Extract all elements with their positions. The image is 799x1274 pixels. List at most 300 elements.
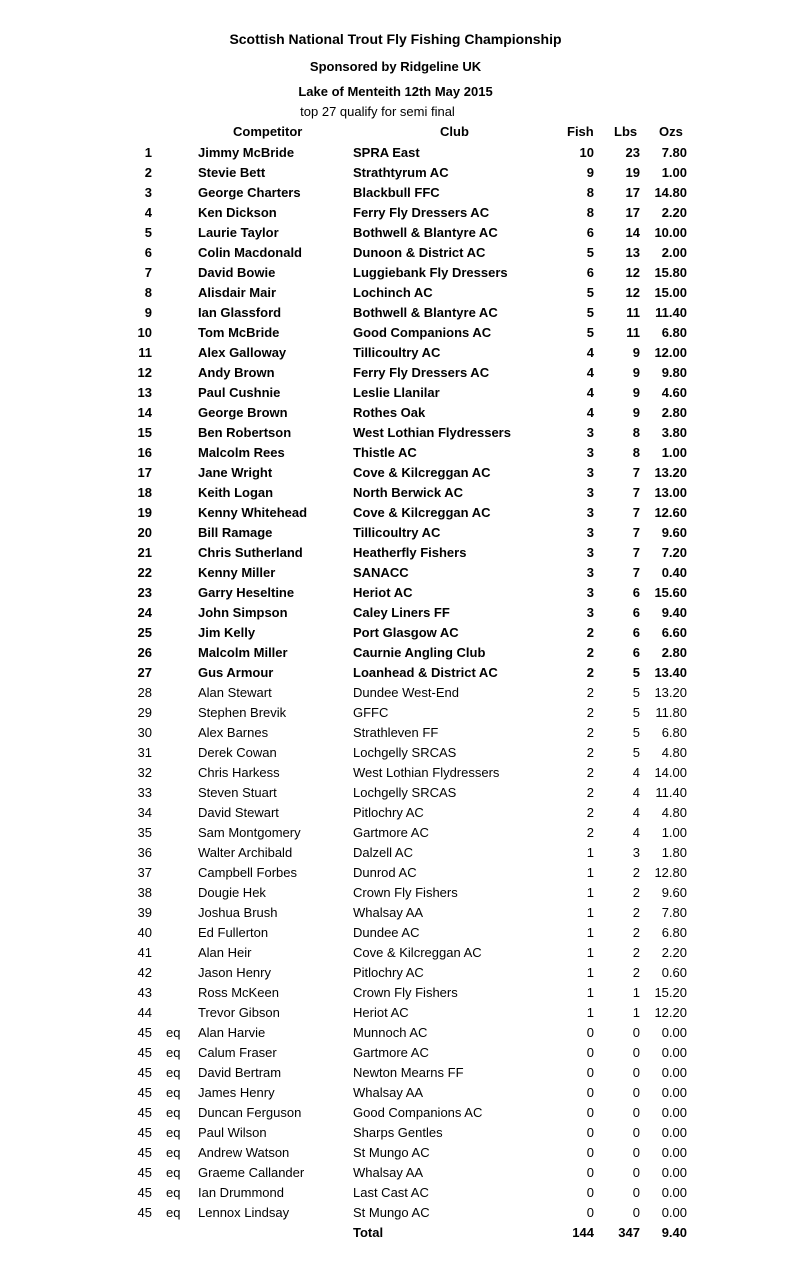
competitor-cell: Alan Stewart	[198, 685, 272, 700]
competitor-cell: Alan Harvie	[198, 1025, 266, 1040]
competitor-cell: Graeme Callander	[198, 1165, 305, 1180]
club-cell: Gartmore AC	[353, 825, 429, 840]
competitor-cell: Garry Heseltine	[198, 585, 295, 600]
ozs-cell: 2.80	[661, 405, 687, 420]
club-cell: Caley Liners FF	[353, 605, 450, 620]
rank-cell: 3	[144, 185, 152, 200]
lbs-cell: 12	[625, 265, 640, 280]
rank-cell: 45	[137, 1045, 152, 1060]
rank-cell: 37	[137, 865, 152, 880]
club-cell: GFFC	[353, 705, 389, 720]
competitor-cell: Alan Heir	[198, 945, 252, 960]
lbs-cell: 7	[632, 485, 640, 500]
fish-cell: 5	[586, 285, 594, 300]
fish-cell: 2	[586, 705, 594, 720]
eq-cell: eq	[166, 1105, 181, 1120]
rank-cell: 1	[144, 145, 152, 160]
lbs-cell: 9	[632, 345, 640, 360]
rank-cell: 32	[137, 765, 152, 780]
competitor-cell: Dougie Hek	[198, 885, 266, 900]
ozs-cell: 10.00	[654, 225, 687, 240]
lbs-cell: 17	[625, 185, 640, 200]
ozs-cell: 0.00	[661, 1165, 687, 1180]
fish-cell: 4	[586, 405, 594, 420]
ozs-cell: 6.80	[661, 325, 687, 340]
competitor-cell: Tom McBride	[198, 325, 280, 340]
club-cell: Heriot AC	[353, 1005, 409, 1020]
lbs-cell: 8	[632, 425, 640, 440]
total-row	[0, 1224, 799, 1244]
lbs-cell: 0	[632, 1045, 640, 1060]
total-lbs: 347	[618, 1225, 640, 1240]
ozs-cell: 0.00	[661, 1125, 687, 1140]
lbs-cell: 2	[632, 865, 640, 880]
ozs-cell: 0.00	[661, 1085, 687, 1100]
rank-cell: 12	[137, 365, 152, 380]
rank-cell: 16	[137, 445, 152, 460]
competitor-cell: David Stewart	[198, 805, 279, 820]
ozs-cell: 15.20	[654, 985, 687, 1000]
rank-cell: 18	[137, 485, 152, 500]
fish-cell: 5	[586, 325, 594, 340]
lbs-cell: 2	[632, 945, 640, 960]
lbs-cell: 0	[632, 1145, 640, 1160]
rank-cell: 42	[137, 965, 152, 980]
fish-cell: 2	[586, 825, 594, 840]
results-table	[0, 144, 799, 1224]
table-row	[0, 904, 799, 924]
fish-cell: 0	[586, 1105, 594, 1120]
club-cell: Lochgelly SRCAS	[353, 785, 457, 800]
header-club: Club	[440, 124, 469, 139]
lbs-cell: 12	[625, 285, 640, 300]
rank-cell: 7	[144, 265, 152, 280]
rank-cell: 33	[137, 785, 152, 800]
ozs-cell: 15.80	[654, 265, 687, 280]
table-row	[0, 724, 799, 744]
table-row	[0, 684, 799, 704]
rank-cell: 31	[137, 745, 152, 760]
fish-cell: 1	[586, 985, 594, 1000]
ozs-cell: 0.00	[661, 1065, 687, 1080]
table-row	[0, 604, 799, 624]
club-cell: Whalsay AA	[353, 1085, 424, 1100]
fish-cell: 3	[586, 545, 594, 560]
club-cell: Ferry Fly Dressers AC	[353, 365, 490, 380]
ozs-cell: 0.00	[661, 1185, 687, 1200]
competitor-cell: George Brown	[198, 405, 288, 420]
club-cell: Ferry Fly Dressers AC	[353, 205, 490, 220]
fish-cell: 1	[586, 945, 594, 960]
table-row	[0, 224, 799, 244]
rank-cell: 6	[144, 245, 152, 260]
club-cell: Heriot AC	[353, 585, 413, 600]
ozs-cell: 1.00	[661, 445, 687, 460]
table-row	[0, 184, 799, 204]
fish-cell: 1	[586, 1005, 594, 1020]
lbs-cell: 0	[632, 1125, 640, 1140]
rank-cell: 41	[137, 945, 152, 960]
fish-cell: 1	[586, 905, 594, 920]
club-cell: Blackbull FFC	[353, 185, 440, 200]
rank-cell: 24	[137, 605, 152, 620]
club-cell: Thistle AC	[353, 445, 417, 460]
eq-cell: eq	[166, 1065, 181, 1080]
competitor-cell: Bill Ramage	[198, 525, 273, 540]
rank-cell: 43	[137, 985, 152, 1000]
lbs-cell: 3	[632, 845, 640, 860]
lbs-cell: 1	[632, 985, 640, 1000]
rank-cell: 19	[137, 505, 152, 520]
lbs-cell: 4	[632, 785, 640, 800]
rank-cell: 9	[144, 305, 152, 320]
lbs-cell: 7	[632, 525, 640, 540]
qualify-note: top 27 qualify for semi final	[300, 104, 455, 119]
competitor-cell: Alex Barnes	[198, 725, 269, 740]
club-cell: Pitlochry AC	[353, 805, 424, 820]
lbs-cell: 14	[625, 225, 640, 240]
competitor-cell: Ian Drummond	[198, 1185, 284, 1200]
lbs-cell: 13	[625, 245, 640, 260]
table-row	[0, 1004, 799, 1024]
competitor-cell: David Bowie	[198, 265, 276, 280]
table-row	[0, 444, 799, 464]
club-cell: SANACC	[353, 565, 409, 580]
total-ozs: 9.40	[661, 1225, 687, 1240]
fish-cell: 5	[586, 245, 594, 260]
club-cell: Rothes Oak	[353, 405, 426, 420]
total-label: Total	[353, 1225, 384, 1240]
ozs-cell: 13.00	[654, 485, 687, 500]
table-row	[0, 1124, 799, 1144]
competitor-cell: Kenny Whitehead	[198, 505, 308, 520]
lbs-cell: 9	[632, 365, 640, 380]
ozs-cell: 4.60	[661, 385, 687, 400]
table-row	[0, 344, 799, 364]
lbs-cell: 2	[632, 905, 640, 920]
ozs-cell: 12.00	[654, 345, 687, 360]
club-cell: Bothwell & Blantyre AC	[353, 305, 498, 320]
ozs-cell: 6.80	[661, 725, 687, 740]
fish-cell: 0	[586, 1205, 594, 1220]
fish-cell: 6	[586, 225, 594, 240]
ozs-cell: 2.20	[661, 205, 687, 220]
table-row	[0, 464, 799, 484]
competitor-cell: Walter Archibald	[198, 845, 293, 860]
fish-cell: 6	[586, 265, 594, 280]
rank-cell: 5	[144, 225, 152, 240]
ozs-cell: 2.20	[661, 945, 687, 960]
rank-cell: 44	[137, 1005, 152, 1020]
rank-cell: 10	[137, 325, 152, 340]
ozs-cell: 11.80	[655, 705, 687, 720]
club-cell: Leslie Llanilar	[353, 385, 440, 400]
table-row	[0, 384, 799, 404]
ozs-cell: 12.60	[654, 505, 687, 520]
competitor-cell: Sam Montgomery	[198, 825, 301, 840]
competitor-cell: Ben Robertson	[198, 425, 292, 440]
club-cell: Bothwell & Blantyre AC	[353, 225, 498, 240]
ozs-cell: 7.80	[661, 145, 687, 160]
fish-cell: 2	[586, 785, 594, 800]
eq-cell: eq	[166, 1085, 181, 1100]
lbs-cell: 5	[632, 705, 640, 720]
fish-cell: 1	[586, 845, 594, 860]
fish-cell: 0	[586, 1185, 594, 1200]
club-cell: Luggiebank Fly Dressers	[353, 265, 508, 280]
table-row	[0, 824, 799, 844]
ozs-cell: 15.00	[654, 285, 687, 300]
ozs-cell: 1.80	[661, 845, 687, 860]
fish-cell: 1	[586, 925, 594, 940]
club-cell: Good Companions AC	[353, 325, 492, 340]
club-cell: Last Cast AC	[353, 1185, 429, 1200]
lbs-cell: 11	[626, 325, 640, 340]
sponsor-line: Sponsored by Ridgeline UK	[309, 59, 482, 74]
fish-cell: 2	[586, 765, 594, 780]
header-fish: Fish	[567, 124, 594, 139]
table-row	[0, 1164, 799, 1184]
table-row	[0, 1144, 799, 1164]
lbs-cell: 7	[632, 465, 640, 480]
lbs-cell: 6	[632, 605, 640, 620]
table-row	[0, 964, 799, 984]
lbs-cell: 2	[632, 965, 640, 980]
table-row	[0, 504, 799, 524]
club-cell: Cove & Kilcreggan AC	[353, 505, 491, 520]
fish-cell: 0	[586, 1045, 594, 1060]
table-row	[0, 744, 799, 764]
club-cell: North Berwick AC	[353, 485, 464, 500]
fish-cell: 1	[586, 865, 594, 880]
fish-cell: 0	[586, 1145, 594, 1160]
rank-cell: 36	[137, 845, 152, 860]
ozs-cell: 11.40	[655, 305, 687, 320]
competitor-cell: Stevie Bett	[198, 165, 266, 180]
competitor-cell: Ross McKeen	[198, 985, 279, 1000]
fish-cell: 1	[586, 965, 594, 980]
eq-cell: eq	[166, 1205, 181, 1220]
club-cell: Dundee West-End	[353, 685, 459, 700]
club-cell: Sharps Gentles	[353, 1125, 443, 1140]
lbs-cell: 5	[632, 665, 640, 680]
table-row	[0, 584, 799, 604]
table-row	[0, 324, 799, 344]
rank-cell: 28	[137, 685, 152, 700]
fish-cell: 4	[586, 365, 594, 380]
ozs-cell: 9.80	[661, 365, 687, 380]
lbs-cell: 17	[625, 205, 640, 220]
lbs-cell: 9	[632, 385, 640, 400]
competitor-cell: Malcolm Rees	[198, 445, 285, 460]
rank-cell: 45	[137, 1125, 152, 1140]
table-row	[0, 704, 799, 724]
fish-cell: 0	[586, 1085, 594, 1100]
lbs-cell: 8	[632, 445, 640, 460]
ozs-cell: 2.00	[661, 245, 687, 260]
competitor-cell: Gus Armour	[198, 665, 274, 680]
competitor-cell: Paul Wilson	[198, 1125, 267, 1140]
eq-cell: eq	[166, 1165, 181, 1180]
table-row	[0, 644, 799, 664]
rank-cell: 45	[137, 1205, 152, 1220]
rank-cell: 13	[137, 385, 152, 400]
header-ozs: Ozs	[659, 124, 683, 139]
competitor-cell: Stephen Brevik	[198, 705, 287, 720]
lbs-cell: 6	[632, 585, 640, 600]
rank-cell: 45	[137, 1145, 152, 1160]
table-row	[0, 544, 799, 564]
competitor-cell: Chris Harkess	[198, 765, 280, 780]
club-cell: Dunoon & District AC	[353, 245, 486, 260]
lbs-cell: 5	[632, 745, 640, 760]
rank-cell: 17	[137, 465, 152, 480]
table-row	[0, 924, 799, 944]
club-cell: Caurnie Angling Club	[353, 645, 486, 660]
rank-cell: 25	[137, 625, 152, 640]
rank-cell: 15	[137, 425, 152, 440]
table-row	[0, 364, 799, 384]
ozs-cell: 13.20	[654, 465, 687, 480]
rank-cell: 39	[137, 905, 152, 920]
table-row	[0, 624, 799, 644]
ozs-cell: 14.00	[654, 765, 687, 780]
ozs-cell: 15.60	[654, 585, 687, 600]
table-row	[0, 664, 799, 684]
lbs-cell: 0	[632, 1025, 640, 1040]
club-cell: Good Companions AC	[353, 1105, 483, 1120]
club-cell: Tillicoultry AC	[353, 525, 441, 540]
rank-cell: 34	[137, 805, 152, 820]
competitor-cell: Chris Sutherland	[198, 545, 303, 560]
fish-cell: 0	[586, 1065, 594, 1080]
table-row	[0, 1204, 799, 1224]
lbs-cell: 7	[632, 505, 640, 520]
rank-cell: 40	[137, 925, 152, 940]
club-cell: Heatherfly Fishers	[353, 545, 467, 560]
table-row	[0, 984, 799, 1004]
lbs-cell: 6	[632, 645, 640, 660]
table-row	[0, 1184, 799, 1204]
competitor-cell: Duncan Ferguson	[198, 1105, 302, 1120]
competitor-cell: Andy Brown	[198, 365, 275, 380]
fish-cell: 3	[586, 525, 594, 540]
ozs-cell: 9.40	[661, 605, 687, 620]
fish-cell: 2	[586, 745, 594, 760]
rank-cell: 45	[137, 1065, 152, 1080]
club-cell: Gartmore AC	[353, 1045, 429, 1060]
club-cell: Dalzell AC	[353, 845, 413, 860]
fish-cell: 10	[579, 145, 594, 160]
club-cell: West Lothian Flydressers	[353, 425, 511, 440]
ozs-cell: 14.80	[654, 185, 687, 200]
fish-cell: 3	[586, 465, 594, 480]
lbs-cell: 5	[632, 725, 640, 740]
ozs-cell: 4.80	[661, 805, 687, 820]
fish-cell: 9	[586, 165, 594, 180]
table-row	[0, 1084, 799, 1104]
eq-cell: eq	[166, 1045, 181, 1060]
club-cell: SPRA East	[353, 145, 420, 160]
fish-cell: 0	[586, 1025, 594, 1040]
table-row	[0, 404, 799, 424]
club-cell: Crown Fly Fishers	[353, 885, 458, 900]
rank-cell: 4	[144, 205, 152, 220]
club-cell: Dunrod AC	[353, 865, 417, 880]
fish-cell: 3	[586, 605, 594, 620]
club-cell: St Mungo AC	[353, 1145, 430, 1160]
rank-cell: 21	[137, 545, 152, 560]
ozs-cell: 6.60	[661, 625, 687, 640]
ozs-cell: 11.40	[655, 785, 687, 800]
ozs-cell: 13.20	[654, 685, 687, 700]
lbs-cell: 2	[632, 925, 640, 940]
ozs-cell: 4.80	[661, 745, 687, 760]
rank-cell: 45	[137, 1165, 152, 1180]
lbs-cell: 9	[632, 405, 640, 420]
table-row	[0, 564, 799, 584]
table-row	[0, 264, 799, 284]
lbs-cell: 7	[632, 565, 640, 580]
ozs-cell: 9.60	[661, 885, 687, 900]
rank-cell: 20	[137, 525, 152, 540]
rank-cell: 22	[137, 565, 152, 580]
table-row	[0, 304, 799, 324]
rank-cell: 30	[137, 725, 152, 740]
lbs-cell: 4	[632, 765, 640, 780]
table-row	[0, 944, 799, 964]
competitor-cell: Steven Stuart	[198, 785, 277, 800]
eq-cell: eq	[166, 1145, 181, 1160]
lbs-cell: 23	[625, 145, 640, 160]
header-competitor: Competitor	[233, 124, 303, 139]
club-cell: Crown Fly Fishers	[353, 985, 458, 1000]
ozs-cell: 2.80	[661, 645, 687, 660]
lbs-cell: 1	[632, 1005, 640, 1020]
fish-cell: 1	[586, 885, 594, 900]
competitor-cell: Calum Fraser	[198, 1045, 277, 1060]
competitor-cell: David Bertram	[198, 1065, 282, 1080]
competitor-cell: Campbell Forbes	[198, 865, 297, 880]
ozs-cell: 13.40	[654, 665, 687, 680]
competitor-cell: Laurie Taylor	[198, 225, 279, 240]
club-cell: Lochgelly SRCAS	[353, 745, 457, 760]
total-fish: 144	[572, 1225, 594, 1240]
club-cell: Cove & Kilcreggan AC	[353, 945, 482, 960]
table-row	[0, 844, 799, 864]
fish-cell: 2	[586, 725, 594, 740]
fish-cell: 2	[586, 625, 594, 640]
competitor-cell: John Simpson	[198, 605, 288, 620]
rank-cell: 45	[137, 1105, 152, 1120]
club-cell: Strathtyrum AC	[353, 165, 449, 180]
rank-cell: 27	[137, 665, 152, 680]
competitor-cell: Jane Wright	[198, 465, 273, 480]
ozs-cell: 0.00	[661, 1105, 687, 1120]
competitor-cell: Jim Kelly	[198, 625, 256, 640]
competitor-cell: Malcolm Miller	[198, 645, 288, 660]
lbs-cell: 0	[632, 1185, 640, 1200]
competitor-cell: Lennox Lindsay	[198, 1205, 290, 1220]
club-cell: Strathleven FF	[353, 725, 439, 740]
table-row	[0, 884, 799, 904]
competitor-cell: Derek Cowan	[198, 745, 277, 760]
eq-cell: eq	[166, 1025, 181, 1040]
fish-cell: 8	[586, 205, 594, 220]
ozs-cell: 0.00	[661, 1205, 687, 1220]
header-lbs: Lbs	[614, 124, 638, 139]
table-row	[0, 764, 799, 784]
